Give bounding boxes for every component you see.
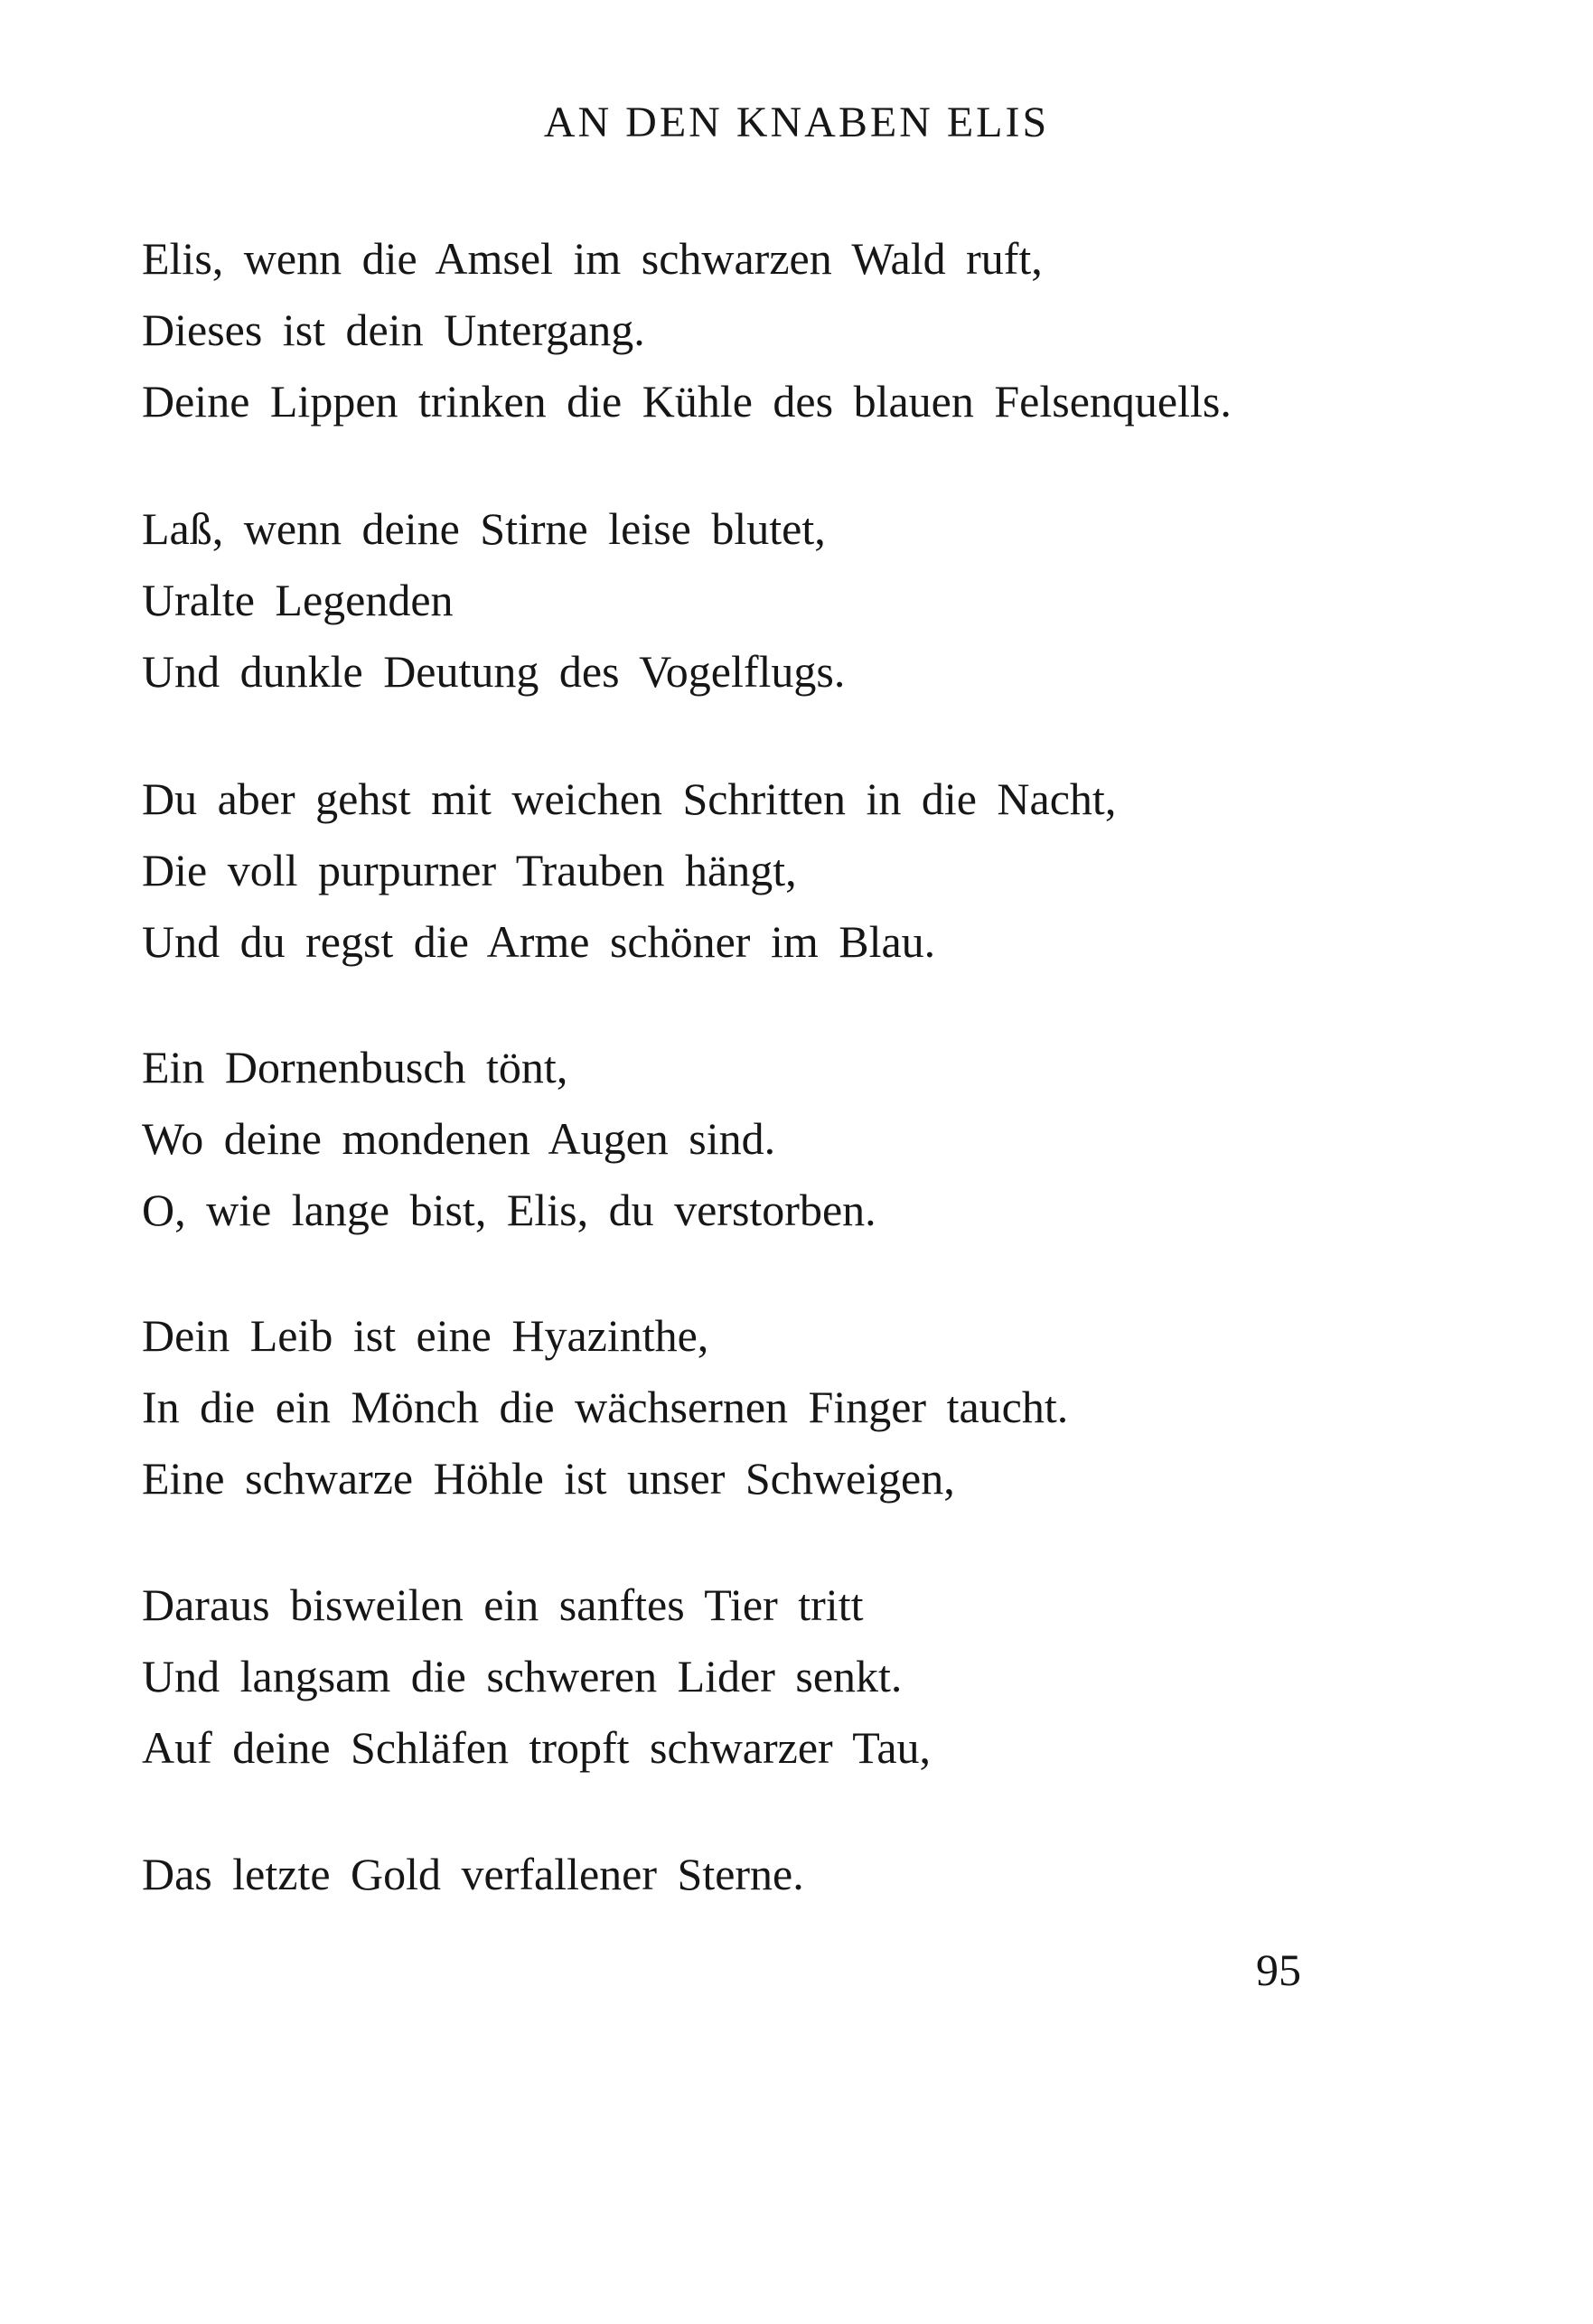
poem-line: Wo deine mondenen Augen sind.	[142, 1113, 776, 1164]
poem-line: Daraus bisweilen ein sanftes Tier tritt	[142, 1579, 864, 1630]
poem-line: Die voll purpurner Trauben hängt,	[142, 845, 797, 895]
poem-line: Elis, wenn die Amsel im schwarzen Wald ruft,	[142, 233, 1043, 284]
poem-line: Und dunkle Deutung des Vogelflugs.	[142, 646, 846, 697]
poem-line: Dieses ist dein Untergang.	[142, 305, 645, 355]
poem-line: O, wie lange bist, Elis, du verstorben.	[142, 1185, 876, 1235]
poem-line: Dein Leib ist eine Hyazinthe,	[142, 1310, 709, 1361]
poem-line: Du aber gehst mit weichen Schritten in die Nacht,	[142, 773, 1117, 824]
page-number: 95	[1256, 1944, 1301, 1995]
poem-line: Ein Dornenbusch tönt,	[142, 1042, 568, 1092]
poem-line: Auf deine Schläfen tropft schwarzer Tau,	[142, 1722, 932, 1773]
poem-title: AN DEN KNABEN ELIS	[543, 98, 1050, 146]
poem-line: Das letzte Gold verfallener Sterne.	[142, 1849, 804, 1899]
poem-line: Eine schwarze Höhle ist unser Schweigen,	[142, 1453, 955, 1504]
poem-line: Uralte Legenden	[142, 575, 454, 625]
poem-line: Und du regst die Arme schöner im Blau.	[142, 916, 936, 967]
poem-line: In die ein Mönch die wächsernen Finger taucht.	[142, 1382, 1069, 1432]
poem-line: Laß, wenn deine Stirne leise blutet,	[142, 503, 826, 554]
poem-line: Deine Lippen trinken die Kühle des blauen Felsenquells.	[142, 376, 1232, 426]
poem-line: Und langsam die schweren Lider senkt.	[142, 1651, 903, 1701]
